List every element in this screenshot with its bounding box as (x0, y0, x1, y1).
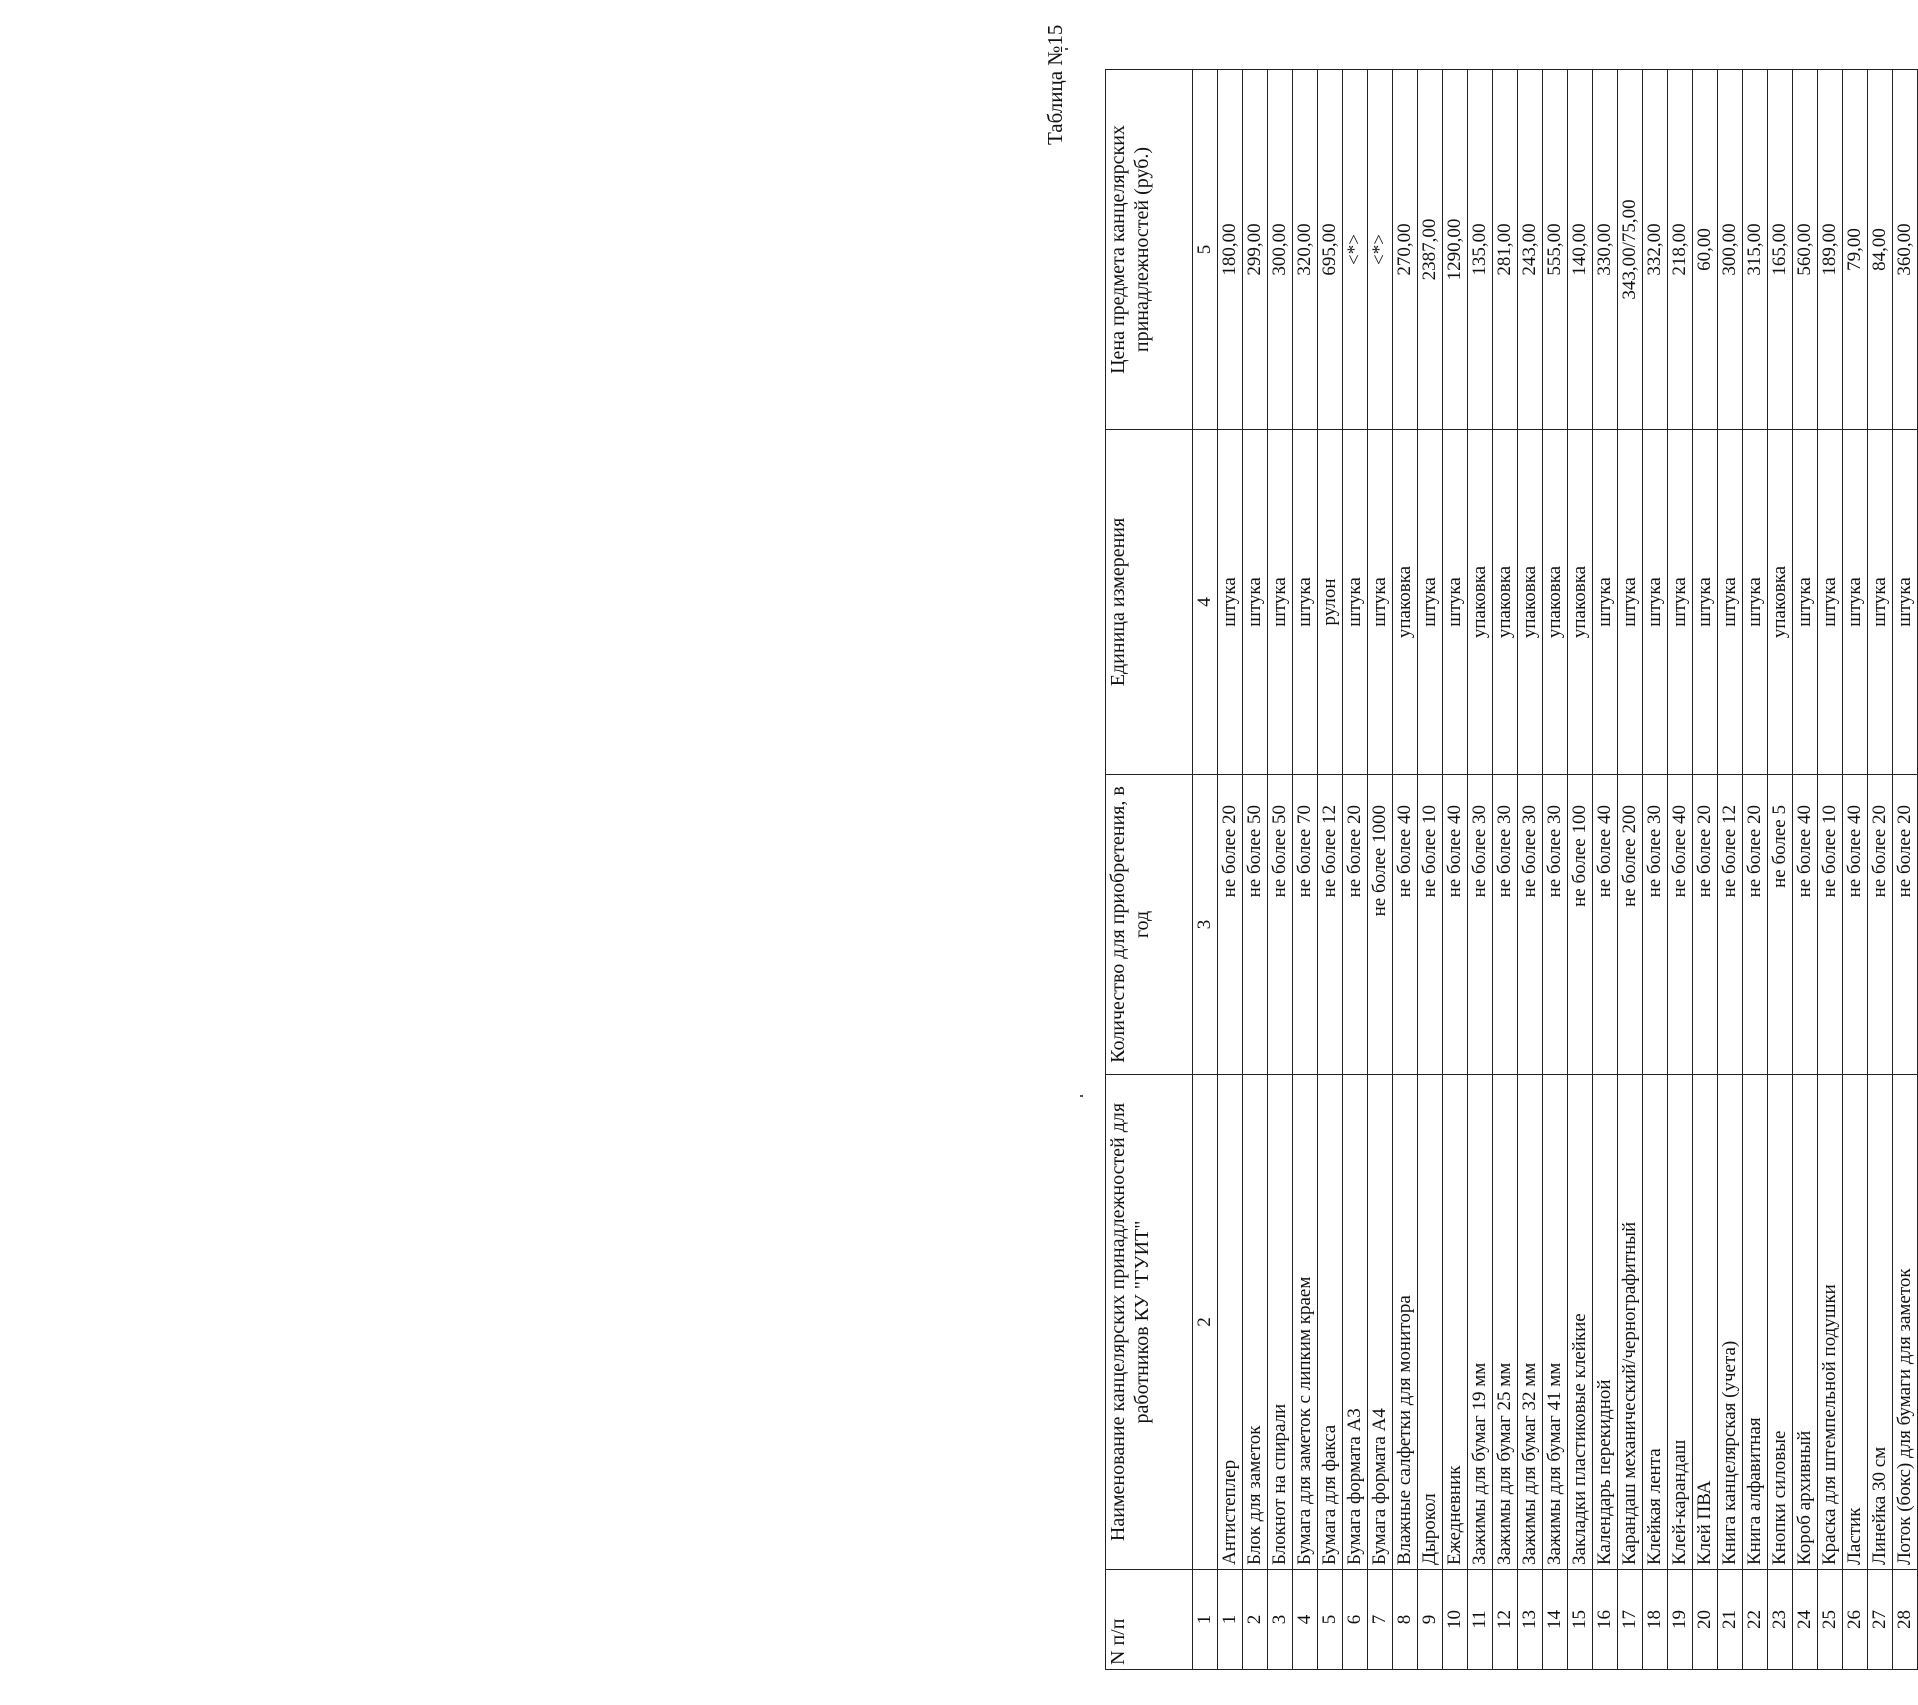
cell-quantity: не более 20 (1868, 775, 1893, 1075)
table-row (1868, 70, 1893, 1670)
header-name: Наименование канцелярских принадлежностей для работников КУ "ГУИТ" (1106, 1075, 1193, 1570)
cell-quantity: не более 200 (1618, 775, 1643, 1075)
cell-item-name: Бумага для факса (1318, 1075, 1343, 1570)
table-row (1368, 70, 1393, 1670)
cell-item-name: Календарь перекидной (1593, 1075, 1618, 1570)
cell-number: 13 (1518, 1570, 1543, 1670)
cell-number: 17 (1618, 1570, 1643, 1670)
table-row (1768, 70, 1793, 1670)
cell-quantity: не более 12 (1718, 775, 1743, 1075)
cell-price: 140,00 (1568, 70, 1593, 430)
cell-price: 560,00 (1793, 70, 1818, 430)
cell-price: 135,00 (1468, 70, 1493, 430)
cell-price: 300,00 (1718, 70, 1743, 430)
cell-number: 4 (1293, 1570, 1318, 1670)
table-row (1493, 70, 1518, 1670)
cell-item-name: Линейка 30 см (1868, 1075, 1893, 1570)
cell-quantity: не более 12 (1318, 775, 1343, 1075)
cell-item-name: Зажимы для бумаг 19 мм (1468, 1075, 1493, 1570)
cell-item-name: Ежедневник (1443, 1075, 1468, 1570)
table-row (1693, 70, 1718, 1670)
cell-quantity: не более 30 (1643, 775, 1668, 1075)
table-row (1243, 70, 1268, 1670)
header-quantity: Количество для приобретения, в год (1106, 775, 1193, 1075)
cell-quantity: не более 1000 (1368, 775, 1393, 1075)
table-caption: Таблица №15 (1043, 24, 1067, 145)
cell-unit: упаковка (1518, 430, 1543, 775)
cell-number: 26 (1843, 1570, 1868, 1670)
table-row (1893, 70, 1918, 1670)
cell-number: 27 (1868, 1570, 1893, 1670)
cell-price: 84,00 (1868, 70, 1893, 430)
cell-item-name: Книга канцелярская (учета) (1718, 1075, 1743, 1570)
cell-price: 299,00 (1243, 70, 1268, 430)
cell-item-name: Зажимы для бумаг 41 мм (1543, 1075, 1568, 1570)
table-row (1543, 70, 1568, 1670)
cell-unit: штука (1268, 430, 1293, 775)
cell-quantity: не более 40 (1668, 775, 1693, 1075)
cell-price: 270,00 (1393, 70, 1418, 430)
cell-price: 300,00 (1268, 70, 1293, 430)
cell-item-name: Клейкая лента (1643, 1075, 1668, 1570)
cell-number: 8 (1393, 1570, 1418, 1670)
table-body (1218, 70, 1918, 1670)
cell-unit: штука (1743, 430, 1768, 775)
cell-item-name: Закладки пластиковые клейкие (1568, 1075, 1593, 1570)
cell-number: 21 (1718, 1570, 1743, 1670)
cell-item-name: Дырокол (1418, 1075, 1443, 1570)
cell-price: 695,00 (1318, 70, 1343, 430)
cell-price: 360,00 (1893, 70, 1918, 430)
cell-quantity: не более 40 (1593, 775, 1618, 1075)
table-row (1643, 70, 1668, 1670)
cell-item-name: Бумага формата А3 (1343, 1075, 1368, 1570)
table-row (1468, 70, 1493, 1670)
cell-item-name: Ластик (1843, 1075, 1868, 1570)
cell-price: 189,00 (1818, 70, 1843, 430)
cell-quantity: не более 40 (1793, 775, 1818, 1075)
cell-number: 9 (1418, 1570, 1443, 1670)
cell-quantity: не более 20 (1893, 775, 1918, 1075)
table-row (1343, 70, 1368, 1670)
cell-number: 20 (1693, 1570, 1718, 1670)
cell-price: 332,00 (1643, 70, 1668, 430)
cell-quantity: не более 20 (1693, 775, 1718, 1075)
cell-item-name: Блокнот на спирали (1268, 1075, 1293, 1570)
cell-number: 19 (1668, 1570, 1693, 1670)
cell-quantity: не более 100 (1568, 775, 1593, 1075)
table-row (1318, 70, 1343, 1670)
cell-number: 6 (1343, 1570, 1368, 1670)
table-header (1106, 70, 1218, 1670)
cell-quantity: не более 10 (1418, 775, 1443, 1075)
cell-price: 218,00 (1668, 70, 1693, 430)
cell-item-name: Книга алфавитная (1743, 1075, 1768, 1570)
cell-quantity: не более 30 (1543, 775, 1568, 1075)
table-row (1518, 70, 1543, 1670)
cell-quantity: не более 40 (1843, 775, 1868, 1075)
cell-unit: штука (1843, 430, 1868, 775)
cell-price: 79,00 (1843, 70, 1868, 430)
cell-item-name: Зажимы для бумаг 32 мм (1518, 1075, 1543, 1570)
cell-quantity: не более 50 (1243, 775, 1268, 1075)
cell-unit: штука (1418, 430, 1443, 775)
table-row (1568, 70, 1593, 1670)
cell-unit: штука (1893, 430, 1918, 775)
cell-quantity: не более 10 (1818, 775, 1843, 1075)
cell-price: 320,00 (1293, 70, 1318, 430)
cell-item-name: Короб архивный (1793, 1075, 1818, 1570)
cell-quantity: не более 5 (1768, 775, 1793, 1075)
cell-unit: штука (1618, 430, 1643, 775)
table-row (1218, 70, 1243, 1670)
cell-number: 12 (1493, 1570, 1518, 1670)
cell-price: 343,00/75,00 (1618, 70, 1643, 430)
cell-unit: упаковка (1468, 430, 1493, 775)
column-number: 5 (1193, 70, 1218, 430)
cell-price: 165,00 (1768, 70, 1793, 430)
cell-quantity: не более 20 (1218, 775, 1243, 1075)
cell-unit: штука (1293, 430, 1318, 775)
cell-quantity: не более 70 (1293, 775, 1318, 1075)
cell-item-name: Кнопки силовые (1768, 1075, 1793, 1570)
cell-number: 10 (1443, 1570, 1468, 1670)
cell-item-name: Клей-карандаш (1668, 1075, 1693, 1570)
cell-unit: упаковка (1543, 430, 1568, 775)
table-row (1268, 70, 1293, 1670)
cell-item-name: Лоток (бокс) для бумаги для заметок (1893, 1075, 1918, 1570)
cell-unit: упаковка (1493, 430, 1518, 775)
cell-number: 28 (1893, 1570, 1918, 1670)
cell-quantity: не более 40 (1393, 775, 1418, 1075)
cell-quantity: не более 40 (1443, 775, 1468, 1075)
header-price: Цена предмета канцелярских принадлежностей (руб.) (1106, 70, 1193, 430)
table-row (1443, 70, 1468, 1670)
cell-item-name: Бумага для заметок с липким краем (1293, 1075, 1318, 1570)
cell-quantity: не более 30 (1518, 775, 1543, 1075)
cell-quantity: не более 50 (1268, 775, 1293, 1075)
cell-price: 2387,00 (1418, 70, 1443, 430)
table-row (1618, 70, 1643, 1670)
cell-item-name: Антистеплер (1218, 1075, 1243, 1570)
cell-price: 1290,00 (1443, 70, 1468, 430)
cell-price: 281,00 (1493, 70, 1518, 430)
cell-price: <*> (1368, 70, 1393, 430)
cell-unit: штука (1343, 430, 1368, 775)
cell-unit: штука (1643, 430, 1668, 775)
cell-unit: рулон (1318, 430, 1343, 775)
cell-number: 18 (1643, 1570, 1668, 1670)
header-row (1106, 70, 1193, 1670)
cell-price: 243,00 (1518, 70, 1543, 430)
cell-number: 14 (1543, 1570, 1568, 1670)
cell-unit: штука (1443, 430, 1468, 775)
cell-number: 16 (1593, 1570, 1618, 1670)
cell-number: 22 (1743, 1570, 1768, 1670)
table-row (1668, 70, 1693, 1670)
cell-unit: штука (1868, 430, 1893, 775)
cell-unit: упаковка (1568, 430, 1593, 775)
cell-number: 23 (1768, 1570, 1793, 1670)
cell-item-name: Блок для заметок (1243, 1075, 1268, 1570)
table-row (1818, 70, 1843, 1670)
cell-price: 60,00 (1693, 70, 1718, 430)
cell-unit: штука (1218, 430, 1243, 775)
supplies-table (1105, 69, 1918, 1670)
cell-item-name: Влажные салфетки для монитора (1393, 1075, 1418, 1570)
table-row (1843, 70, 1868, 1670)
cell-item-name: Карандаш механический/чернографитный (1618, 1075, 1643, 1570)
table-row (1593, 70, 1618, 1670)
table-row (1393, 70, 1418, 1670)
column-number: 2 (1193, 1075, 1218, 1570)
table-row (1743, 70, 1768, 1670)
cell-quantity: не более 20 (1343, 775, 1368, 1075)
cell-unit: штука (1368, 430, 1393, 775)
cell-item-name: Зажимы для бумаг 25 мм (1493, 1075, 1518, 1570)
table-row (1793, 70, 1818, 1670)
header-number: N п/п (1106, 1570, 1193, 1670)
cell-unit: упаковка (1768, 430, 1793, 775)
cell-unit: штука (1693, 430, 1718, 775)
cell-price: 315,00 (1743, 70, 1768, 430)
cell-number: 3 (1268, 1570, 1293, 1670)
cell-number: 7 (1368, 1570, 1393, 1670)
cell-quantity: не более 30 (1468, 775, 1493, 1075)
cell-unit: штука (1593, 430, 1618, 775)
column-number: 1 (1193, 1570, 1218, 1670)
table-row (1418, 70, 1443, 1670)
cell-item-name: Бумага формата А4 (1368, 1075, 1393, 1570)
header-unit: Единица измерения (1106, 430, 1193, 775)
column-number-row (1193, 70, 1218, 1670)
cell-price: 330,00 (1593, 70, 1618, 430)
cell-item-name: Краска для штемпельной подушки (1818, 1075, 1843, 1570)
cell-number: 25 (1818, 1570, 1843, 1670)
cell-price: 180,00 (1218, 70, 1243, 430)
cell-quantity: не более 20 (1743, 775, 1768, 1075)
cell-unit: штука (1793, 430, 1818, 775)
cell-unit: штука (1818, 430, 1843, 775)
cell-item-name: Клей ПВА (1693, 1075, 1718, 1570)
table-row (1718, 70, 1743, 1670)
cell-unit: штука (1718, 430, 1743, 775)
cell-quantity: не более 30 (1493, 775, 1518, 1075)
cell-unit: упаковка (1393, 430, 1418, 775)
column-number: 3 (1193, 775, 1218, 1075)
cell-unit: штука (1668, 430, 1693, 775)
cell-number: 24 (1793, 1570, 1818, 1670)
table-row (1293, 70, 1318, 1670)
cell-number: 11 (1468, 1570, 1493, 1670)
cell-price: 555,00 (1543, 70, 1568, 430)
column-number: 4 (1193, 430, 1218, 775)
cell-number: 2 (1243, 1570, 1268, 1670)
cell-number: 5 (1318, 1570, 1343, 1670)
cell-number: 15 (1568, 1570, 1593, 1670)
cell-price: <*> (1343, 70, 1368, 430)
cell-unit: штука (1243, 430, 1268, 775)
cell-number: 1 (1218, 1570, 1243, 1670)
